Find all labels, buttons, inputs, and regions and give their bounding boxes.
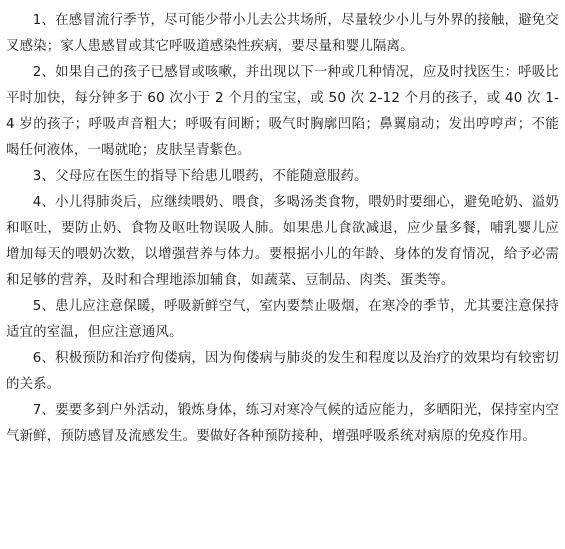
- paragraph-2: 2、如果自己的孩子已感冒或咳嗽，并出现以下一种或几种情况，应及时找医生：呼吸比平时加快，每分钟多于 60 次小于 2 个月的宝宝，或 50 次 2-12 个月的孩子，或 40 次 1-4 岁的孩子；呼吸声音粗大；呼吸有间断；吸气时胸廓凹陷；鼻翼扇动；发出哼哼声；不能喝任何液体，一喝就呛；皮肤呈青紫色。: [6, 65, 559, 158]
- paragraph-4: 4、小儿得肺炎后，应继续喂奶、喂食，多喝汤类食物，喂奶时要细心，避免呛奶、溢奶和呕吐，要防止奶、食物及呕吐物误吸人肺。如果患儿食欲减退，应少量多餐，哺乳婴儿应增加每天的喂奶次数，以增强营养与体力。要根据小儿的年龄、身体的发育情况，给予必需和足够的营养，及时和合理地添加辅食，如蔬菜、豆制品、肉类、蛋类等。: [6, 195, 559, 288]
- paragraph-1: 1、在感冒流行季节，尽可能少带小儿去公共场所，尽量较少小儿与外界的接触，避免交叉感染；家人患感冒或其它呼吸道感染性疾病，要尽量和婴儿隔离。: [6, 13, 559, 54]
- paragraph-5: 5、患儿应注意保暖，呼吸新鲜空气，室内要禁止吸烟，在寒冷的季节，尤其要注意保持适宜的室温，但应注意通风。: [6, 299, 559, 340]
- paragraph-3: 3、父母应在医生的指导下给患儿喂药，不能随意服药。: [32, 169, 368, 184]
- paragraph-6: 6、积极预防和治疗佝偻病，因为佝偻病与肺炎的发生和程度以及治疗的效果均有较密切的关系。: [6, 351, 559, 392]
- paragraph-7: 7、要要多到户外活动，锻炼身体，练习对寒冷气候的适应能力，多晒阳光，保持室内空气新鲜，预防感冒及流感发生。要做好各种预防接种，增强呼吸系统对病原的免疫作用。: [6, 403, 559, 444]
